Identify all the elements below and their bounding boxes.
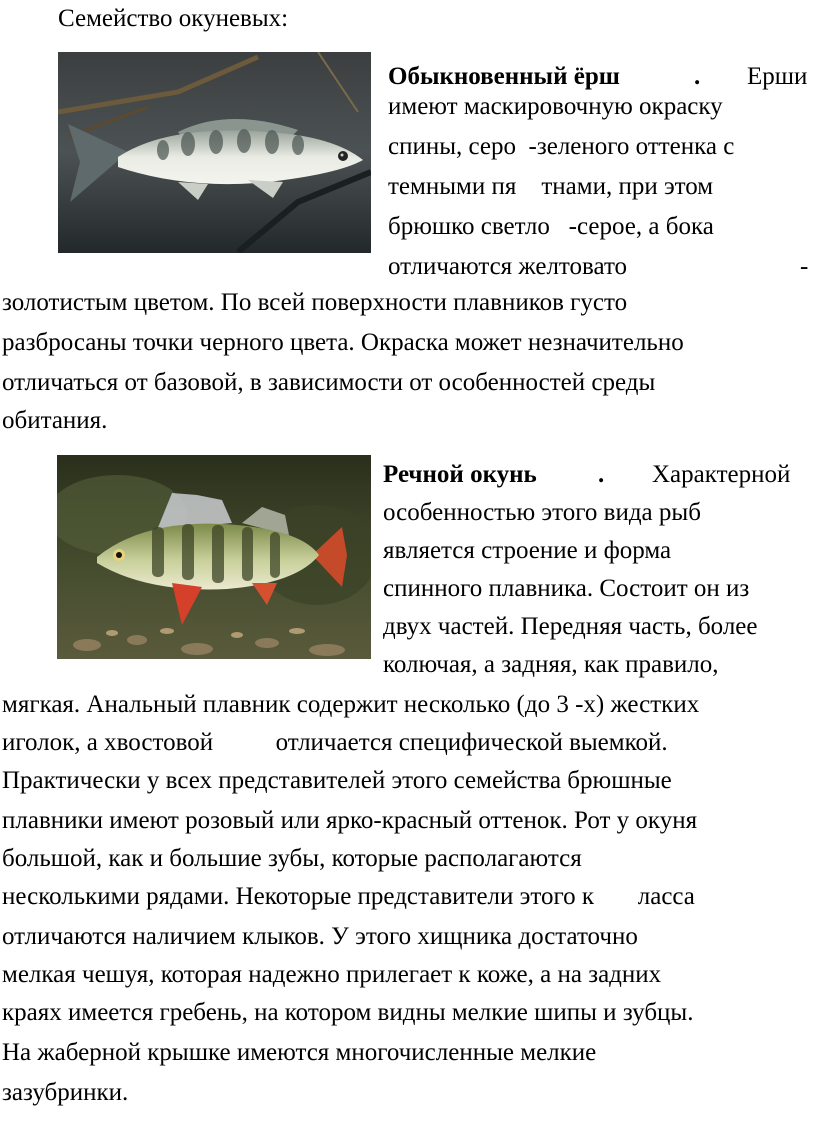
text-line: спины, серо -зеленого оттенка с [388,133,735,160]
text-line: темными пя тнами, при этом [388,173,714,200]
text-line: особенностью этого вида рыб [383,499,701,526]
text-line: плавники имеют розовый или ярко-красный оттенок. Рот у окуня [2,807,698,834]
section-title: Семейство окуневых: [58,5,289,32]
text-line: большой, как и большие зубы, которые располагаются [2,845,582,872]
species-dot-perch: . [598,461,605,488]
text-line: На жаберной крышке имеются многочисленные мелкие [2,1039,597,1066]
text-line: мелкая чешуя, которая надежно прилегает к коже, а на задних [2,961,662,988]
text-line: зазубринки. [2,1079,129,1106]
species-name-perch: Речной окунь [383,461,537,488]
text-line: золотистым цветом. По всей поверхности плавников густо [2,289,628,316]
species-dot-ruffe: . [694,63,701,90]
text-line: является строение и форма [383,537,672,564]
text-line: спинного плавника. Состоит он из [383,575,750,602]
text-line: двух частей. Передняя часть, более [383,613,758,640]
text-line: мягкая. Анальный плавник содержит несколько (до 3 -х) жестких [2,691,700,718]
text-line: иголок, а хвостовой отличается специфической выемкой. [2,729,668,756]
perch-photo [57,455,371,659]
text-line: отличаются наличием клыков. У этого хищника достаточно [2,923,638,950]
species-name-ruffe: Обыкновенный ёрш [388,63,620,90]
text-line: - [800,253,809,280]
text-line: отличаться от базовой, в зависимости от особенностей среды [2,369,656,396]
ruffe-photo [58,52,371,253]
text-line: Характерной [652,461,791,488]
text-line: разбросаны точки черного цвета. Окраска может незначительно [2,329,684,356]
text-line: несколькими рядами. Некоторые представители этого к ласса [2,883,695,910]
text-line: Ерши [747,63,808,90]
text-line: отличаются желтовато [388,253,628,280]
text-line: обитания. [2,407,108,434]
text-line: брюшко светло -серое, а бока [388,213,714,240]
text-line: Практически у всех представителей этого семейства брюшные [2,767,672,794]
text-line: краях имеется гребень, на котором видны мелкие шипы и зубцы. [2,999,694,1026]
text-line: имеют маскировочную окраску [388,93,723,120]
text-line: колючая, а задняя, как правило, [383,651,719,678]
